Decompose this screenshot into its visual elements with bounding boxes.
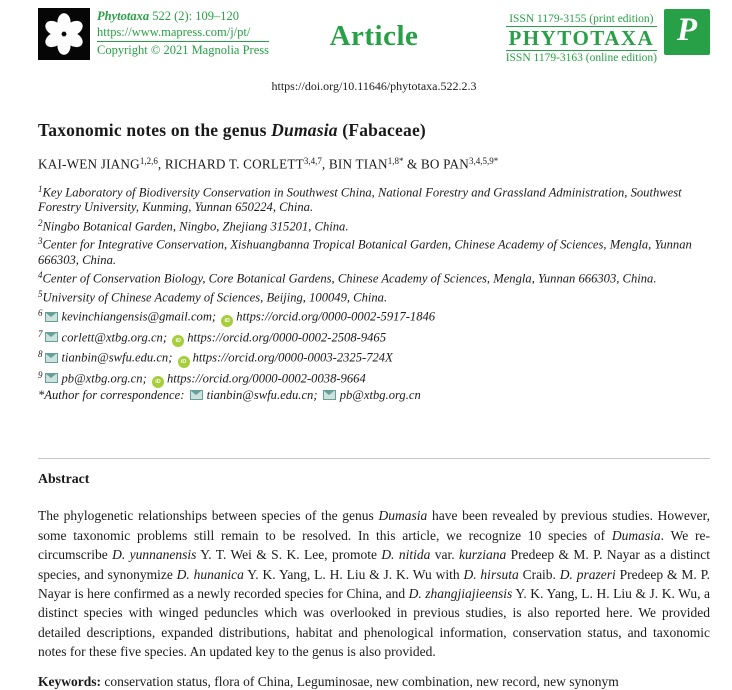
issn-block (506, 12, 657, 65)
authors-line (38, 156, 710, 173)
text-segment: kurziana (458, 547, 507, 563)
text-segment: Taxonomic notes on the genus (38, 120, 272, 140)
link[interactable]: https://orcid.org/0000-0002-5917-1846 (236, 309, 436, 324)
doi-link[interactable]: https://doi.org/10.11646/phytotaxa.522.2.3 (271, 79, 477, 93)
affiliation-2 (38, 216, 710, 235)
text-segment: D. hirsuta (463, 566, 519, 582)
text-segment (216, 310, 219, 324)
orcid-icon: iD (178, 356, 190, 368)
link[interactable]: https://www.mapress.com/j/pt/ (97, 24, 251, 39)
text-segment: Dumasia (378, 508, 428, 524)
text-segment: conservation status, flora of China, Leguminosae, new combination, new record, new synonym (104, 673, 619, 689)
article-type-label: Article (329, 20, 419, 52)
section-divider (38, 458, 710, 459)
text-segment: D. zhangjiajieensis (408, 586, 513, 601)
text-segment: Ningbo Botanical Garden, Ningbo, Zhejiang 315201, China. (42, 219, 349, 234)
affiliations-block (38, 182, 710, 404)
text-segment: D. hunanica (176, 566, 244, 582)
text-segment: Predeep & M. P. Nayar as a distinct species, and synonymize (38, 547, 710, 582)
text-segment: 4 (38, 270, 43, 281)
text-segment: have been revealed by previous studies. However, some taxonomic problems still remain to be resolved. In this article, we recognize 10 species of (38, 508, 710, 543)
text-segment: (Fabaceae) (337, 120, 426, 140)
author-contact-7 (38, 327, 710, 348)
link[interactable]: https://orcid.org/0000-0002-2508-9465 (187, 330, 387, 345)
article-title (38, 120, 710, 141)
text-segment: 3 (38, 236, 43, 247)
text-segment: Center of Conservation Biology, Core Botanical Gardens, Chinese Academy of Sciences, Mengla, Yunnan 666303, China. (42, 271, 657, 286)
mail-icon (45, 332, 58, 342)
link[interactable]: https://orcid.org/0000-0002-0038-9664 (166, 371, 366, 386)
text-segment: D. yunnanensis (112, 547, 197, 563)
mail-icon (45, 373, 58, 383)
author-contact-8 (38, 347, 710, 368)
text-segment (167, 330, 170, 344)
text-segment: . We re-circumscribe (38, 527, 710, 563)
orcid-icon: iD (172, 335, 184, 347)
text-segment (172, 351, 175, 365)
text-segment: 1 (38, 183, 43, 194)
text-segment: D. nitida (381, 547, 431, 563)
text-segment: Key Laboratory of Biodiversity Conservation in Southwest China, National Forestry and Grassland Administration, Southwest Forestry University, Kunming, Yunnan 650224, China. (38, 185, 682, 215)
correspondence-line (38, 388, 710, 403)
link[interactable]: tianbin@swfu.edu.cn; (61, 350, 173, 365)
text-segment: , BIN TIAN (321, 156, 388, 172)
text-segment: 7 (38, 328, 43, 339)
text-segment: 2 (38, 217, 43, 228)
affiliation-4 (38, 268, 710, 287)
mail-icon (190, 390, 203, 400)
text-segment: Phytotaxa (97, 9, 150, 23)
text-segment: & BO PAN (403, 156, 469, 172)
affiliation-3 (38, 234, 710, 268)
text-segment: University of Chinese Academy of Sciences, Beijing, 100049, China. (42, 290, 388, 305)
mail-icon (323, 390, 336, 400)
text-segment: Dumasia (611, 527, 661, 543)
text-segment: 9 (38, 369, 43, 380)
link[interactable]: pb@xtbg.org.cn; (61, 371, 147, 386)
text-segment: *Author for correspondence: (38, 388, 188, 403)
text-segment (147, 371, 150, 385)
text-segment: 8 (38, 349, 43, 360)
abstract-heading: Abstract (38, 471, 90, 487)
text-segment: 3,4,7 (303, 156, 322, 166)
text-segment: 5 (38, 289, 43, 300)
text-segment: 1,8* (387, 156, 404, 166)
author-contact-9 (38, 368, 710, 389)
text-segment: 522 (2): 109–120 (149, 9, 240, 23)
orcid-icon: iD (221, 315, 233, 327)
text-segment: var. (430, 547, 459, 563)
text-segment: 6 (38, 308, 43, 319)
text-segment: D. prazeri (559, 566, 616, 582)
link[interactable]: https://orcid.org/0000-0003-2325-724X (192, 350, 393, 365)
text-segment: Copyright © 2021 Magnolia Press (97, 43, 269, 57)
issn-print: ISSN 1179-3155 (print edition) (509, 13, 654, 25)
issn-online: ISSN 1179-3163 (online edition) (505, 52, 657, 64)
text-segment: Dumasia (271, 120, 338, 140)
author-contact-6 (38, 306, 710, 327)
keywords-line (38, 674, 710, 690)
mail-icon (45, 353, 58, 363)
text-segment (318, 388, 321, 402)
masthead-right (506, 9, 710, 65)
text-segment: The phylogenetic relationships between species of the genus (38, 508, 379, 524)
link[interactable]: pb@xtbg.org.cn (339, 388, 421, 403)
text-segment: Y. K. Yang, L. H. Liu & J. K. Wu with (243, 566, 464, 582)
phytotaxa-p-logo: P (664, 9, 710, 55)
link[interactable]: tianbin@swfu.edu.cn; (206, 388, 318, 403)
text-segment: , RICHARD T. CORLETT (157, 156, 304, 172)
link[interactable]: corlett@xtbg.org.cn; (61, 330, 168, 345)
text-segment: Keywords: (38, 673, 105, 689)
text-segment: KAI-WEN JIANG (38, 156, 140, 172)
mail-icon (45, 312, 58, 322)
orcid-icon: iD (152, 376, 164, 388)
text-segment: Predeep & M. P. Nayar is here confirmed as a newly recorded species for China, and (38, 566, 710, 601)
journal-name: PHYTOTAXA (506, 26, 657, 51)
link[interactable]: kevinchiangensis@gmail.com; (61, 309, 217, 324)
text-segment: 1,2,6 (139, 156, 158, 166)
text-segment: Craib. (518, 566, 560, 582)
text-segment: 3,4,5,9* (468, 156, 499, 166)
text-segment: Center for Integrative Conservation, Xishuangbanna Tropical Botanical Garden, Chinese Academy of Sciences, Mengla, Yunnan 666303, China. (38, 237, 692, 268)
text-segment: Y. K. Yang, L. H. Liu & J. K. Wu, a distinct species with winged peduncles which was overlooked in previous studies, is also reported here. We provided detailed descriptions, expanded distributions, habitat and phenological information, conservation status, and taxonomic notes for these five species. An updated key to the genus is also provided. (38, 586, 710, 660)
text-segment: Y. T. Wei & S. K. Lee, promote (196, 547, 382, 563)
affiliation-1 (38, 182, 710, 216)
affiliation-5 (38, 287, 710, 306)
abstract-text (38, 506, 710, 661)
masthead (38, 8, 710, 66)
